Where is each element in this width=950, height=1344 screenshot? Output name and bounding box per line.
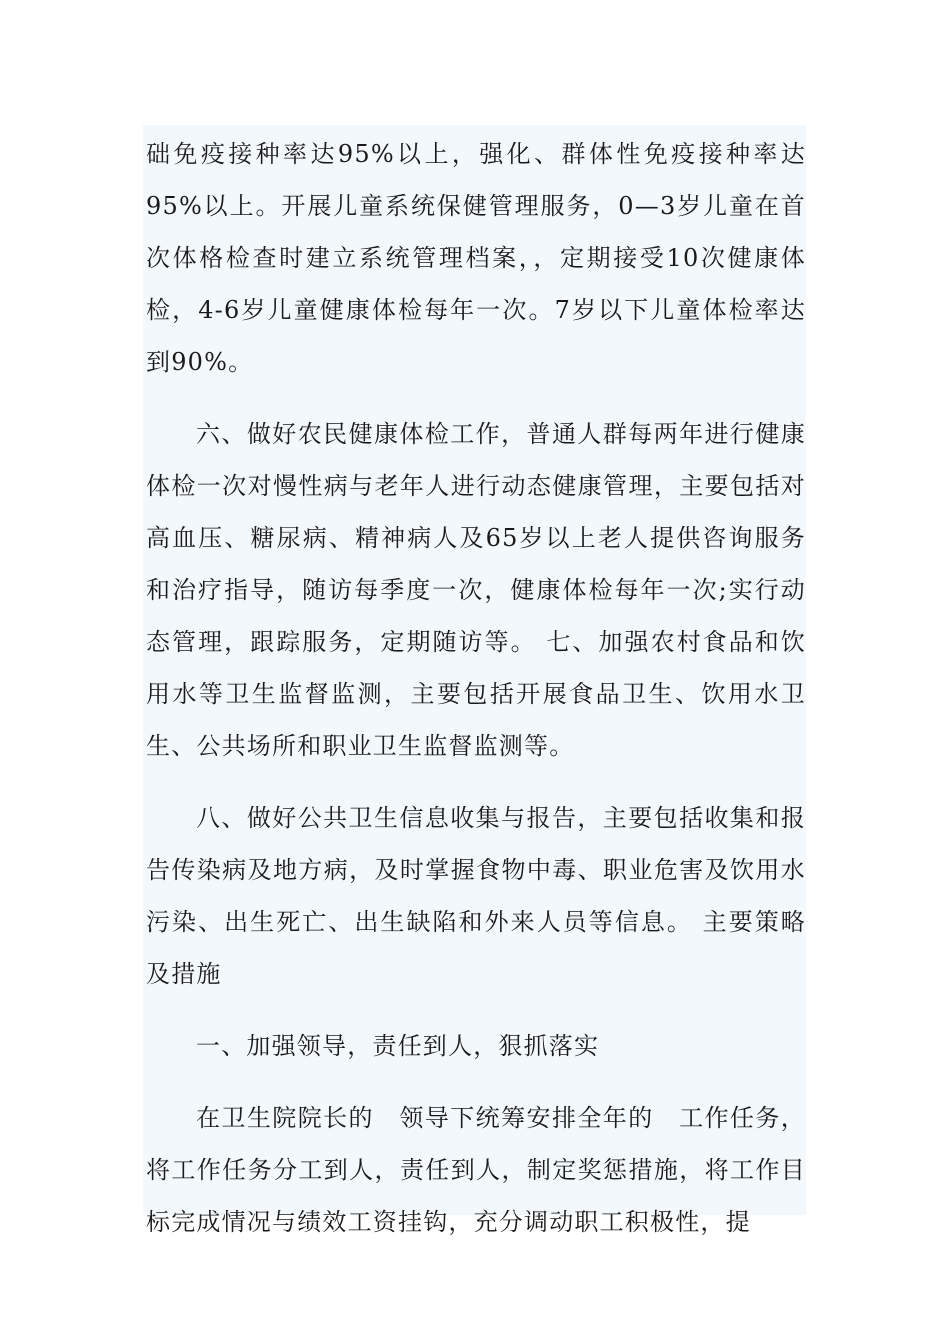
paragraph-immunization: 础免疫接种率达95%以上，强化、群体性免疫接种率达95%以上。开展儿童系统保健管理服务，0—3岁儿童在首次体格检查时建立系统管理档案，，定期接受10次健康体检，4-6岁儿童健康体检每年一次。7岁以下儿童体检率达到90%。 <box>146 140 806 376</box>
paragraph-leadership-heading: 一、加强领导，责任到人，狠抓落实 <box>196 1032 600 1060</box>
paragraph-health-checkup: 六、做好农民健康体检工作，普通人群每两年进行健康体检一次对慢性病与老年人进行动态健康管理，主要包括对高血压、糖尿病、精神病人及65岁以上老人提供咨询服务和治疗指导，随访每季度一次，健康体检每年一次;实行动态管理，跟踪服务，定期随访等。 七、加强农村食品和饮用水等卫生监督监测，主要包括开展食品卫生、饮用水卫生、公共场所和职业卫生监督监测等。 <box>146 420 806 760</box>
document-text-block <box>143 125 806 1236</box>
paragraph-information-report: 八、做好公共卫生信息收集与报告，主要包括收集和报告传染病及地方病，及时掌握食物中毒、职业危害及饮用水污染、出生死亡、出生缺陷和外来人员等信息。 主要策略及措施 <box>146 804 806 988</box>
paragraph-leadership-body: 在卫生院院长的 领导下统筹安排全年的 工作任务，将工作任务分工到人，责任到人，制定奖惩措施，将工作目标完成情况与绩效工资挂钩，充分调动职工积极性，提 <box>146 1104 806 1236</box>
